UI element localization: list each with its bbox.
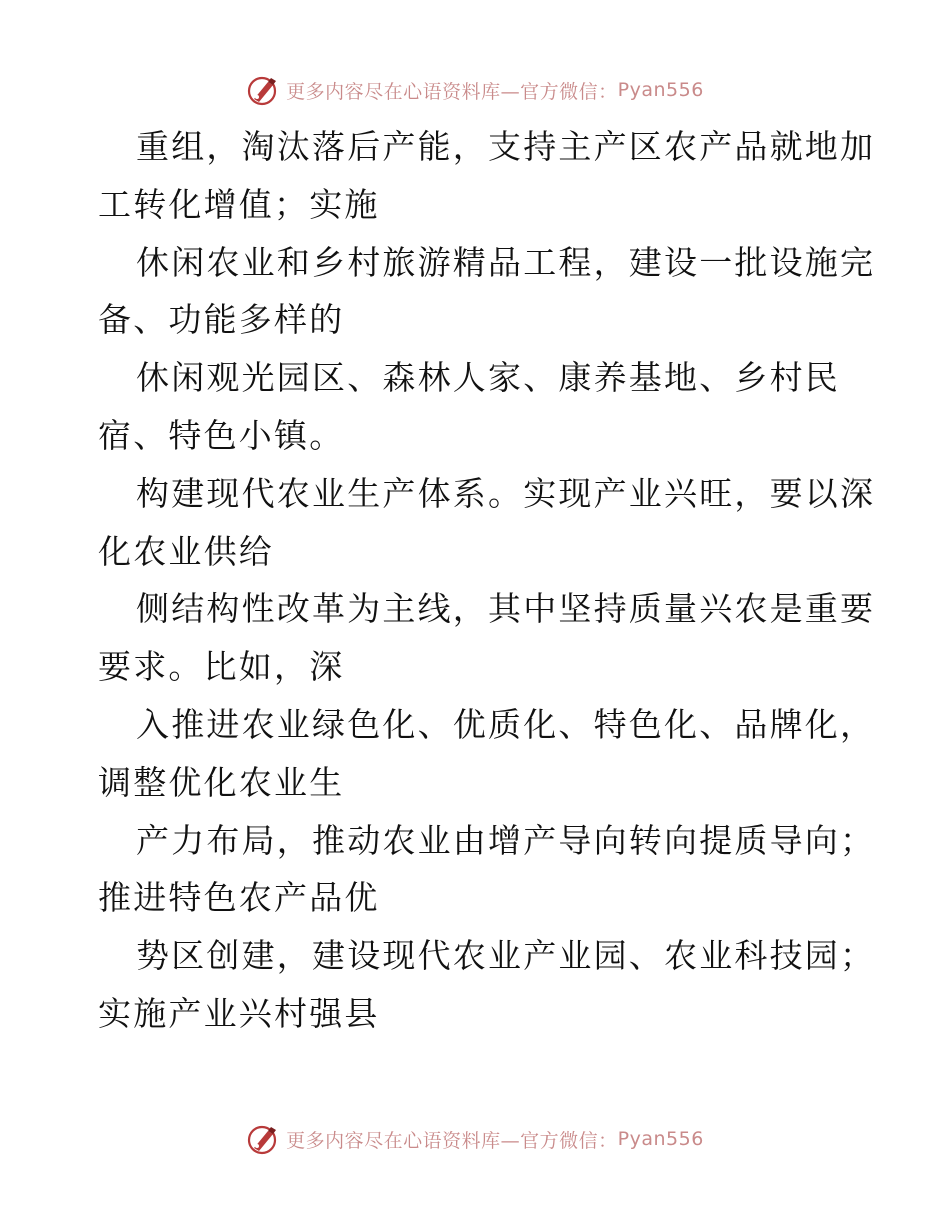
pen-logo-icon [246,1122,280,1156]
text-line: 备、功能多样的 [98,300,345,340]
pen-logo-icon [246,73,280,107]
text-line: 侧结构性改革为主线，其中坚持质量兴农是重要 [136,589,876,629]
text-line: 工转化增值；实施 [98,184,380,224]
banner-wechat-id: Pyan556 [617,79,704,101]
header-banner [0,70,950,110]
text-line: 实施产业兴村强县 [98,993,380,1033]
text-line: 休闲观光园区、森林人家、康养基地、乡村民 [136,358,840,398]
text-line: 重组，淘汰落后产能，支持主产区农产品就地加 [136,127,876,166]
text-line: 要求。比如，深 [98,647,345,687]
footer-banner [0,1119,950,1159]
text-line: 宿、特色小镇。 [98,415,345,455]
text-line: 推进特色农产品优 [98,878,380,918]
text-line: 休闲农业和乡村旅游精品工程，建设一批设施完 [136,242,876,282]
text-line: 势区创建，建设现代农业产业园、农业科技园； [136,936,876,976]
text-line: 构建现代农业生产体系。实现产业兴旺，要以深 [136,473,876,513]
text-line: 调整优化农业生 [98,762,345,802]
banner-wechat-id: Pyan556 [617,1128,704,1150]
text-line: 产力布局，推动农业由增产导向转向提质导向； [136,820,876,860]
text-line: 化农业供给 [98,531,274,571]
text-line: 入推进农业绿色化、优质化、特色化、品牌化， [136,704,876,744]
banner-text: 更多内容尽在心语资料库—官方微信： [286,1129,618,1152]
document-body [98,118,876,1043]
banner-text: 更多内容尽在心语资料库—官方微信： [286,80,618,103]
